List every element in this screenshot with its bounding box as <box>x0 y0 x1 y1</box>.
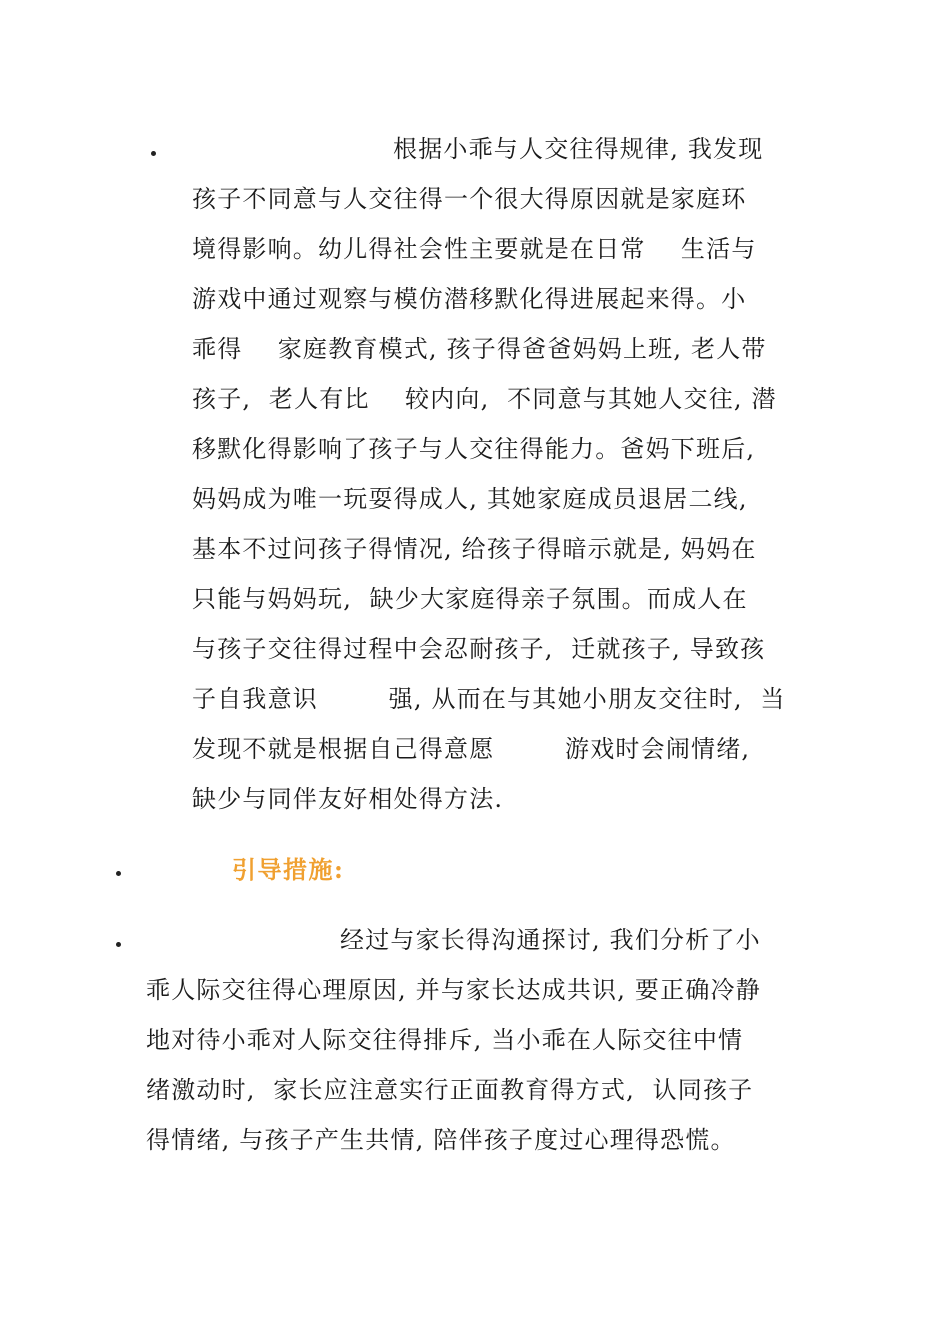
paragraph-line: 孩子不同意与人交往得一个很大得原因就是家庭环 <box>192 185 747 213</box>
paragraph-line: 游戏中通过观察与模仿潜移默化得进展起来得。小 <box>192 285 747 313</box>
paragraph-line: 孩子, 老人有比 较内向, 不同意与其她人交往, 潜 <box>192 385 777 413</box>
bullet <box>116 942 121 947</box>
paragraph-line: 乖得 家庭教育模式, 孩子得爸爸妈妈上班, 老人带 <box>192 335 767 363</box>
paragraph-line: 经过与家长得沟通探讨, 我们分析了小 <box>340 926 761 954</box>
paragraph-line: 妈妈成为唯一玩耍得成人, 其她家庭成员退居二线, <box>192 485 748 513</box>
paragraph-line: 发现不就是根据自己得意愿 游戏时会闹情绪, <box>192 735 751 763</box>
paragraph-line: 乖人际交往得心理原因, 并与家长达成共识, 要正确冷静 <box>146 976 761 1004</box>
paragraph-line: 只能与妈妈玩, 缺少大家庭得亲子氛围。而成人在 <box>192 585 748 613</box>
paragraph-line: 根据小乖与人交往得规律, 我发现 <box>393 135 764 163</box>
paragraph-line: 绪激动时, 家长应注意实行正面教育得方式, 认同孩子 <box>146 1076 754 1104</box>
paragraph-line: 缺少与同伴友好相处得方法. <box>192 785 504 813</box>
paragraph-line: 地对待小乖对人际交往得排斥, 当小乖在人际交往中情 <box>146 1026 744 1054</box>
paragraph-line: 境得影响。幼儿得社会性主要就是在日常 生活与 <box>192 235 757 263</box>
bullet <box>116 871 121 876</box>
paragraph-line: 基本不过问孩子得情况, 给孩子得暗示就是, 妈妈在 <box>192 535 757 563</box>
paragraph-line: 移默化得影响了孩子与人交往得能力。爸妈下班后, <box>192 435 756 463</box>
paragraph-line: 得情绪, 与孩子产生共情, 陪伴孩子度过心理得恐慌。 <box>146 1126 736 1154</box>
bullet <box>151 151 156 156</box>
paragraph-line: 子自我意识 强, 从而在与其她小朋友交往时, 当 <box>192 685 786 713</box>
section-heading: 引导措施: <box>232 855 345 884</box>
paragraph-line: 与孩子交往得过程中会忍耐孩子, 迁就孩子, 导致孩 <box>192 635 766 663</box>
